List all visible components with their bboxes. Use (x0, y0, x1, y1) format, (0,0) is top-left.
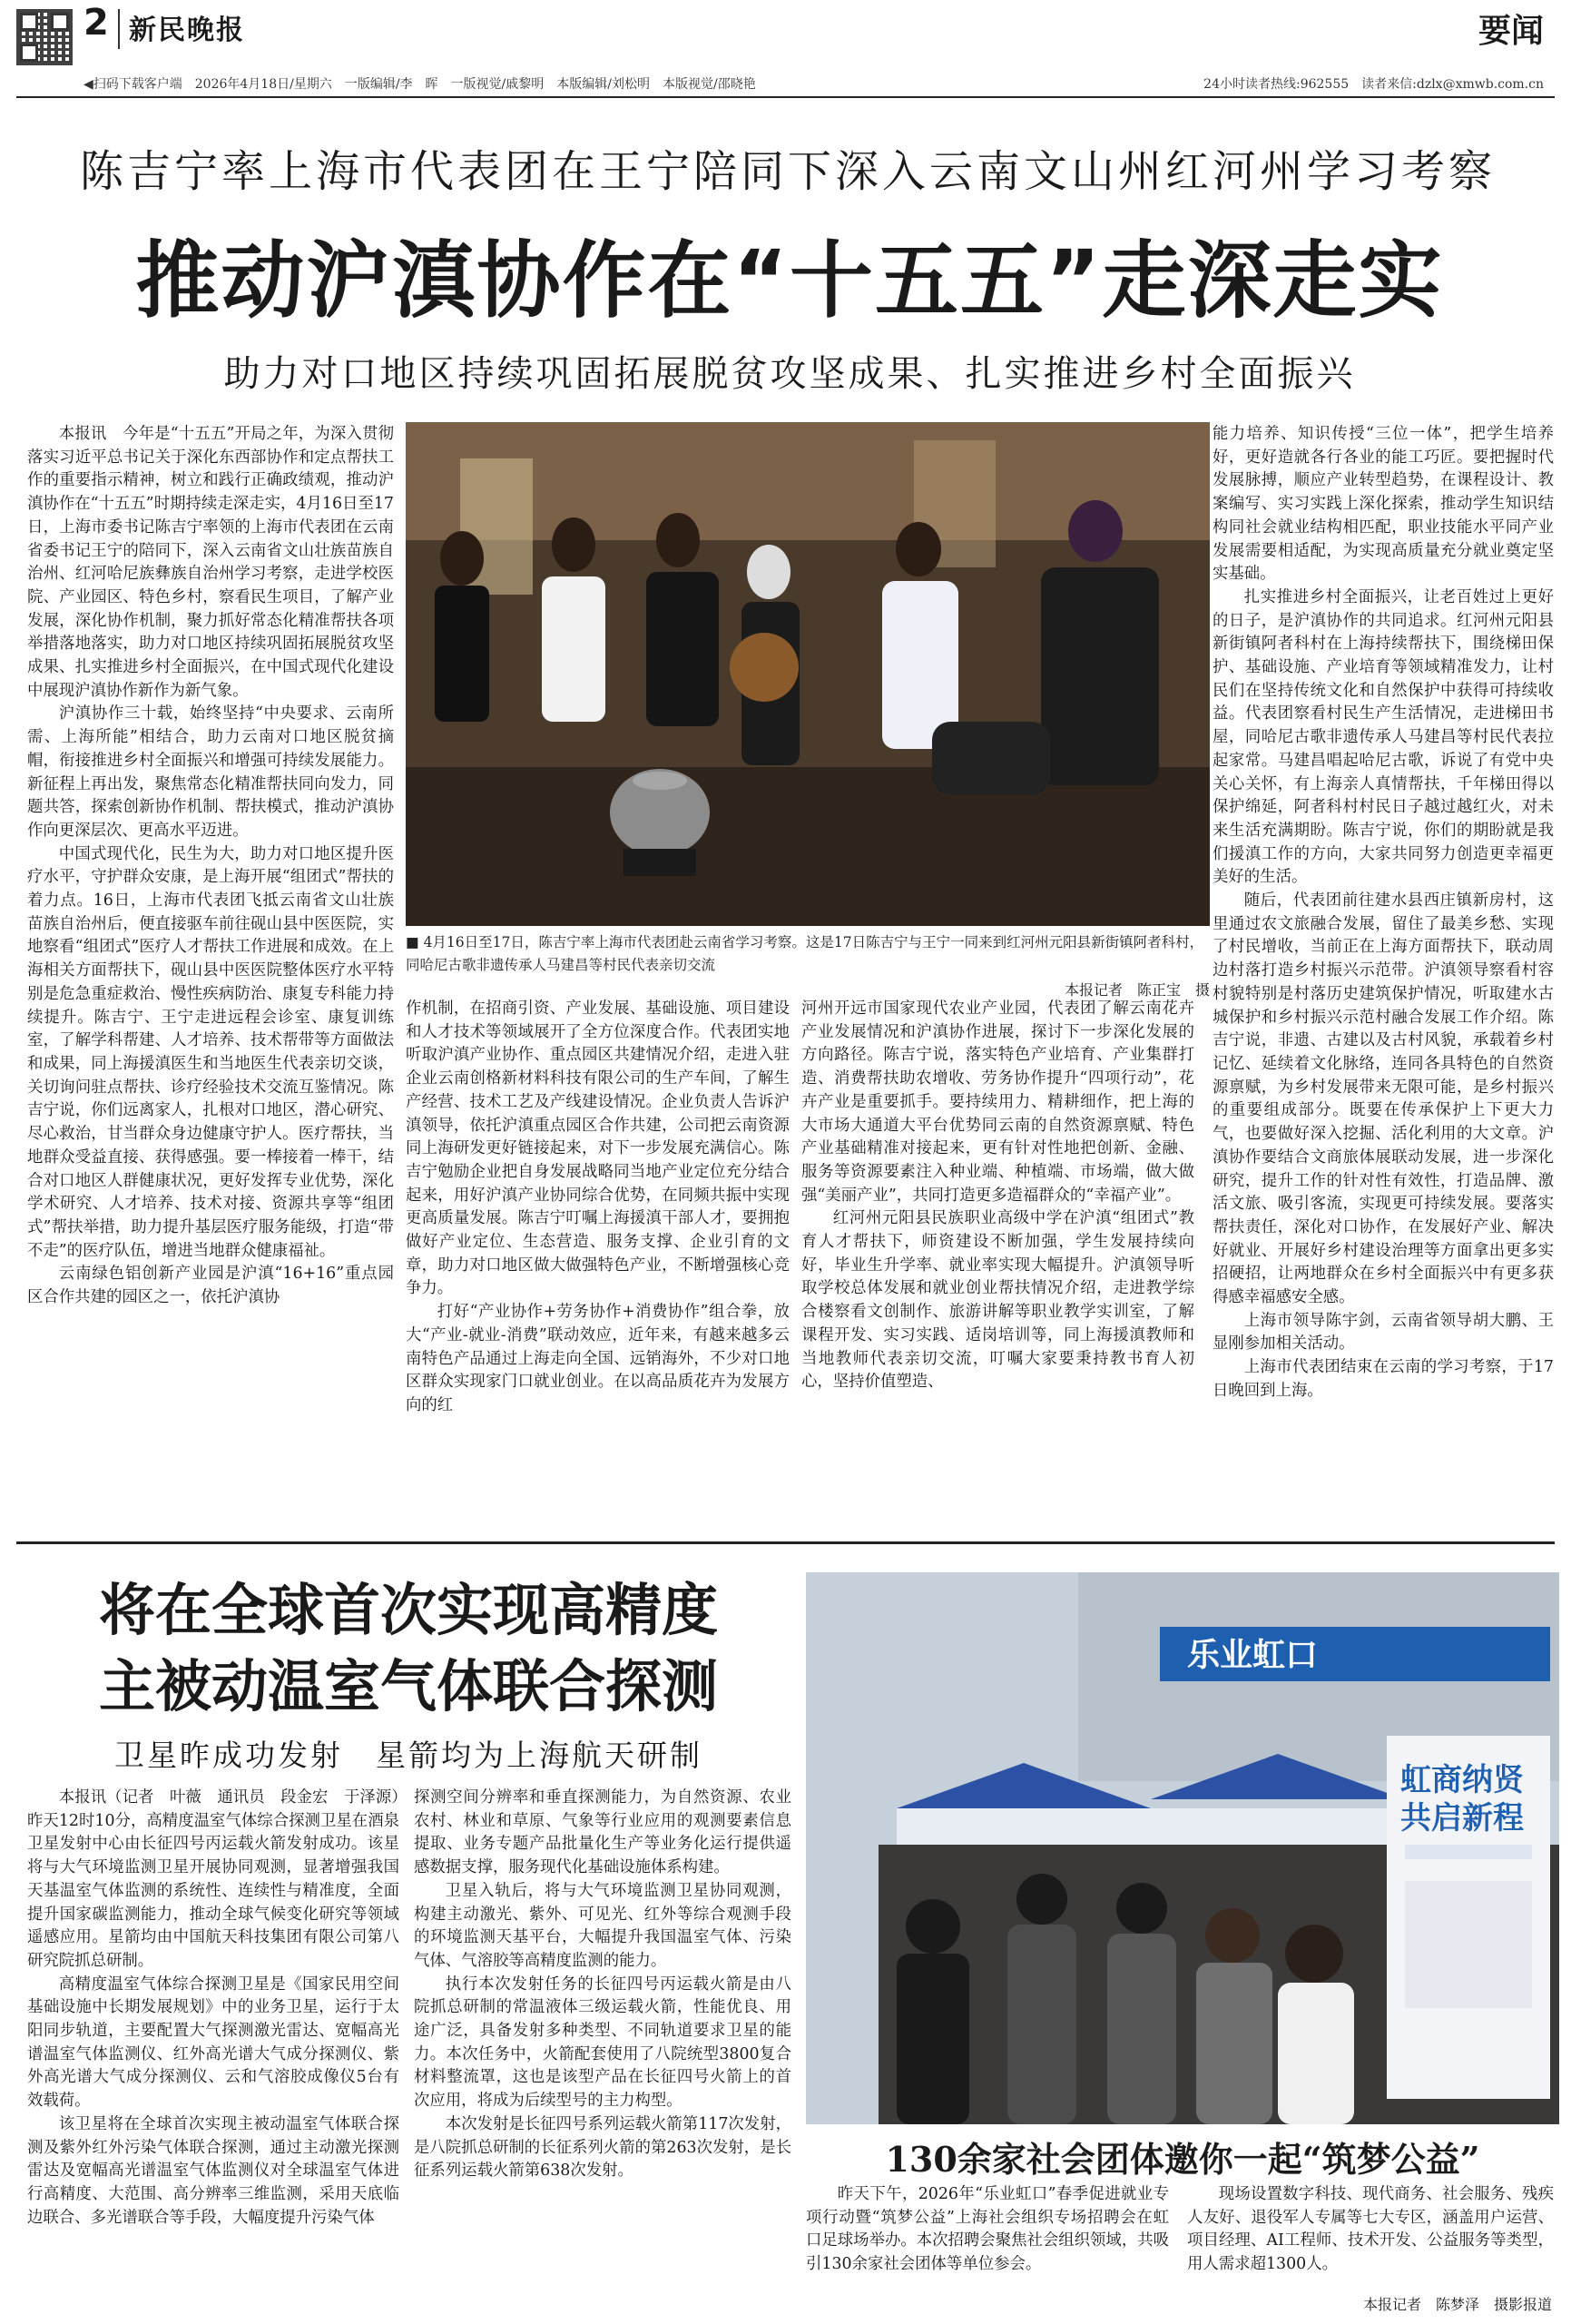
paragraph: 中国式现代化，民生为大，助力对口地区提升医疗水平，守护群众安康，是上海开展“组团式”帮扶的着力点。16日，上海市代表团飞抵云南省文山壮族苗族自治州后，便直接驱车前往砚山县中医医院，实地察看“组团式”医疗人才帮扶工作进展和成效。在上海相关方面帮扶下，砚山县中医医院整体医疗水平特别是危急重症救治、慢性疾病防治、康复专科能力持续提升。陈吉宁、王宁走进远程会诊室、康复训练室，了解学科帮建、人才培养、技术帮带等方面做法和成果，同上海援滇医生和当地医生代表亲切交谈，关切询问驻点帮扶、诊疗经验技术交流互鉴情况。陈吉宁说，你们远离家人，扎根对口地区，潜心研究、尽心救治，甘当群众身边健康守护人。医疗帮扶，当地群众受益直接、获得感强。要一棒接着一棒干，结合对口地区人群健康状况，更好发挥专业优势，深化学术研究、人才培养、技术对接、资源共享等“组团式”帮扶举措，助力提升基层医疗服务能级，打造“带不走”的医疗队伍，增进当地群众健康福祉。 (27, 844, 394, 1260)
story1-column-2 (406, 998, 790, 1418)
photo-villagers-meeting (406, 422, 1210, 926)
story2-subline: 卫星昨成功发射 星箭均为上海航天研制 (114, 1738, 702, 1773)
story3-column-2 (1187, 2183, 1554, 2277)
paragraph: 随后，代表团前往建水县西庄镇新房村，这里通过农文旅融合发展，留住了最美乡愁、实现了村民增收，当前正在上海方面帮扶下，联动周边村落打造乡村振兴示范带。沪滇领导察看村容村貌特别是村落历史建筑保护情况，听取建水古城保护和乡村振兴示范村融合发展工作介绍。陈吉宁说，非遗、古建以及古村风貌，承载着乡村记忆、延续着文化脉络，连同各具特色的自然资源禀赋，为乡村发展带来无限可能，是乡村振兴的重要组成部分。既要在传承保护上下更大力气，也要做好深入挖掘、活化利用的大文章。沪滇协作要结合文商旅体展联动发展，进一步深化研究，提升工作的针对性有效性，打造品牌、激活文旅、吸引客流，实现更可持续发展。要落实帮扶责任，深化对口协作，在发展好产业、解决好就业、开展好乡村建设治理等方面拿出更多实招硬招，让两地群众在乡村全面振兴中有更多获得感幸福感安全感。 (1213, 891, 1554, 1307)
photo2-credit: 本报记者 陈梦泽 摄影报道 (1362, 2296, 1552, 2313)
header-rule (16, 96, 1555, 98)
story1-topline: 陈吉宁率上海市代表团在王宁陪同下深入云南文山州红河州学习考察 (79, 146, 1496, 197)
paragraph: 扎实推进乡村全面振兴，让老百姓过上更好的日子，是沪滇协作的共同追求。红河州元阳县新街镇阿者科村在上海持续帮扶下，围绕梯田保护、基础设施、产业培育等领域精准发力，让村民们在坚持传统文化和自然保护中获得可持续收益。代表团察看村民生产生活情况，走进梯田书屋，同哈尼古歌非遗传承人马建昌等村民代表拉起家常。马建昌唱起哈尼古歌，诉说了有党中央关心关怀，有上海亲人真情帮扶，千年梯田得以保护绵延，阿者科村村民日子越过越红火，对未来生活充满期盼。陈吉宁说，你们的期盼就是我们援滇工作的方向，大家共同努力创造更幸福更美好的生活。 (1213, 587, 1554, 887)
story1-column-4 (1213, 423, 1554, 1403)
story2-column-2 (414, 1787, 791, 2183)
photo-job-fair (806, 1572, 1559, 2124)
qr-code[interactable] (16, 9, 73, 65)
story1-column-1 (27, 423, 394, 1310)
story1-headline: 推动沪滇协作在“十五五”走深走实 (135, 232, 1444, 330)
paragraph: 探测空间分辨率和垂直探测能力，为自然资源、农业农村、林业和草原、气象等行业应用的观测要素信息提取、业务专题产品批量化生产等业务化运行提供遥感数据支撑，服务现代化基础设施体系构建。 (414, 1788, 791, 1877)
story1-column-3 (801, 998, 1194, 1394)
paragraph: 云南绿色铝创新产业园是沪滇“16+16”重点园区合作共建的园区之一，依托沪滇协 (27, 1265, 394, 1307)
paragraph: 该卫星将在全球首次实现主被动温室气体联合探测及紫外红外污染气体联合探测，通过主动激光探测雷达及宽幅高光谱温室气体监测仪对全球温室气体进行高精度、大范围、高分辨率三维监测，采用天底临边联合、多光谱联合等手段，大幅度提升污染气体 (27, 2114, 399, 2227)
newspaper-name: 新民晚报 (129, 15, 245, 46)
paragraph: 沪滇协作三十载，始终坚持“中央要求、云南所需、上海所能”相结合，助力云南对口地区脱贫摘帽，衔接推进乡村全面振兴和增强可持续发展能力。新征程上再出发，聚焦常态化精准帮扶同向发力，同题共答，探索创新协作机制、帮扶模式，推动沪滇协作向更深层次、更高水平迈进。 (27, 704, 394, 840)
story3-headline: 130余家社会团体邀你一起“筑梦公益” (885, 2139, 1480, 2180)
paragraph: 昨天下午，2026年“乐业虹口”春季促进就业专项行动暨“筑梦公益”上海社会组织专场招聘会在虹口足球场举办。本次招聘会聚焦社会组织领域，共吸引130余家社会团体等单位参会。 (806, 2185, 1169, 2274)
section-rule (16, 1541, 1555, 1544)
photo2-banner-text: 乐业虹口 (1187, 1637, 1319, 1674)
paragraph: 卫星入轨后，将与大气环境监测卫星协同观测，构建主动激光、紫外、可见光、红外等综合观测手段的环境监测天基平台，大幅提升我国温室气体、污染气体、气溶胶等高精度监测的能力。 (414, 1881, 791, 1970)
photo2-sign-line2: 共启新程 (1400, 1800, 1524, 1837)
reader-hotline: 24小时读者热线:962555 读者来信:dzlx@xmwb.com.cn (1203, 77, 1544, 92)
page-number: 2 (83, 2, 109, 44)
story2-headline-line1: 将在全球首次实现高精度 (98, 1577, 718, 1643)
story3-column-1 (806, 2183, 1169, 2277)
paragraph: 上海市代表团结束在云南的学习考察，于17日晚回到上海。 (1213, 1358, 1554, 1400)
paragraph: 本次发射是长征四号系列运载火箭第117次发射，是八院抓总研制的长征系列火箭的第263次发射，是长征系列运载火箭第638次发射。 (414, 2114, 791, 2181)
paragraph: 高精度温室气体综合探测卫星是《国家民用空间基础设施中长期发展规划》中的业务卫星，运行于太阳同步轨道，主要配置大气探测激光雷达、宽幅高光谱温室气体监测仪、红外高光谱大气成分探测仪、紫外高光谱大气成分探测仪、云和气溶胶成像仪5台有效载荷。 (27, 1974, 399, 2111)
paragraph: 河州开远市国家现代农业产业园，代表团了解云南花卉产业发展情况和沪滇协作进展，探讨下一步深化发展的方向路径。陈吉宁说，落实特色产业培育、产业集群打造、消费帮扶助农增收、劳务协作提升“四项行动”，花卉产业是重要抓手。要持续用力、精耕细作，把上海的大市场大通道大平台优势同云南的自然资源禀赋、特色产业基础精准对接起来，更有针对性地把创新、金融、服务等资源要素注入种业端、种植端、市场端，做大做强“美丽产业”，共同打造更多造福群众的“幸福产业”。 (801, 1000, 1194, 1205)
paragraph: 能力培养、知识传授“三位一体”，把学生培养好，更好造就各行各业的能工巧匠。要把握时代发展脉搏，顺应产业转型趋势，在课程设计、教案编写、实习实践上深化探索，推动学生知识结构同社会就业结构相匹配，职业技能水平同产业发展需要相适配，为实现高质量充分就业奠定坚实基础。 (1213, 425, 1554, 584)
photo2-illustration (806, 1572, 1559, 2124)
paragraph: 执行本次发射任务的长征四号丙运载火箭是由八院抓总研制的常温液体三级运载火箭，性能优良、用途广泛，具备发射多种类型、不同轨道要求卫星的能力。本次任务中，火箭配套使用了八院统型3800复合材料整流罩，这也是该型产品在长征四号火箭上的首次应用，将成为后续型号的主力构型。 (414, 1974, 791, 2111)
photo1-caption: ■ 4月16日至17日，陈吉宁率上海市代表团赴云南省学习考察。这是17日陈吉宁与王宁一同来到红河州元阳县新街镇阿者科村，同哈尼古歌非遗传承人马建昌等村民代表亲切交流 (406, 934, 1204, 973)
photo1-credit: 本报记者 陈正宝 摄 (1064, 981, 1210, 999)
paragraph: 本报讯 今年是“十五五”开局之年，为深入贯彻落实习近平总书记关于深化东西部协作和定点帮扶工作的重要指示精神，树立和践行正确政绩观，推动沪滇协作在“十五五”时期持续走深走实，4月16日至17日，上海市委书记陈吉宁率领的上海市代表团在云南省委书记王宁的陪同下，深入云南省文山壮族苗族自治州、红河哈尼族彝族自治州学习考察，走进学校医院、产业园区、特色乡村，察看民生项目，了解产业发展，深化协作机制，聚力抓好常态化精准帮扶各项举措落地落实，助力对口地区持续巩固拓展脱贫攻坚成果、扎实推进乡村全面振兴，在中国式现代化建设中展现沪滇协作新作为新气象。 (27, 425, 394, 700)
story2-headline (27, 1572, 790, 1725)
story2-headline-line2: 主被动温室气体联合探测 (98, 1653, 718, 1719)
paragraph: 上海市领导陈宇剑，云南省领导胡大鹏、王显刚参加相关活动。 (1213, 1311, 1554, 1354)
header-divider (118, 9, 120, 49)
paragraph: 本报讯（记者 叶薇 通讯员 段金宏 于泽源）昨天12时10分，高精度温室气体综合探测卫星在酒泉卫星发射中心由长征四号丙运载火箭发射成功。该星将与大气环境监测卫星开展协同观测，显著增强我国天基温室气体监测的系统性、连续性与精准度，全面提升国家碳监测能力，推动全球气候变化研究等领域遥感应用。星箭均由中国航天科技集团有限公司第八研究院抓总研制。 (27, 1788, 399, 1970)
paragraph: 现场设置数字科技、现代商务、社会服务、残疾人友好、退役军人专属等七大专区，涵盖用户运营、项目经理、AI工程师、技术开发、公益服务等类型，用人需求超1300人。 (1187, 2185, 1554, 2274)
photo1-illustration (406, 422, 1210, 926)
photo2-sign-line1: 虹商纳贤 (1400, 1762, 1524, 1798)
section-title: 要闻 (1478, 13, 1544, 50)
story1-subline: 助力对口地区持续巩固拓展脱贫攻坚成果、扎实推进乡村全面振兴 (223, 353, 1356, 395)
story2-column-1 (27, 1787, 399, 2230)
paragraph: 红河州元阳县民族职业高级中学在沪滇“组团式”教育人才帮扶下，师资建设不断加强，学生发展持续向好，毕业生升学率、就业率实现大幅提升。沪滇领导听取学校总体发展和就业创业帮扶情况介绍，走进教学综合楼察看文创制作、旅游讲解等职业教学实训室，了解课程开发、实习实践、适岗培训等，同上海援滇教师和当地教师代表亲切交流，叮嘱大家要秉持教书育人初心，坚持价值塑造、 (801, 1209, 1194, 1392)
edition-info: ◀扫码下载客户端 2026年4月18日/星期六 一版编辑/李 晖 一版视觉/戚黎明 本版编辑/刘松明 本版视觉/邵晓艳 (83, 77, 756, 92)
paragraph: 作机制，在招商引资、产业发展、基础设施、项目建设和人才技术等领域展开了全方位深度合作。代表团实地听取沪滇产业协作、重点园区共建情况介绍，走进入驻企业云南创格新材料科技有限公司的生产车间，了解生产经营、技术工艺及产线建设情况。企业负责人告诉沪滇领导，依托沪滇重点园区合作共建，公司把云南资源同上海研发更好链接起来，对下一步发展充满信心。陈吉宁勉励企业把自身发展战略同当地产业定位充分结合起来，用好沪滇产业协同综合优势，在同频共振中实现更高质量发展。陈吉宁叮嘱上海援滇干部人才，要拥抱做好产业定位、生态营造、服务支撑、企业引育的文章，助力对口地区做大做强特色产业，不断增强核心竞争力。 (406, 1000, 790, 1298)
paragraph: 打好“产业协作+劳务协作+消费协作”组合拳，放大“产业-就业-消费”联动效应，近年来，有越来越多云南特色产品通过上海走向全国、远销海外，不少对口地区群众实现家门口就业创业。在以高品质花卉为发展方向的红 (406, 1303, 790, 1414)
